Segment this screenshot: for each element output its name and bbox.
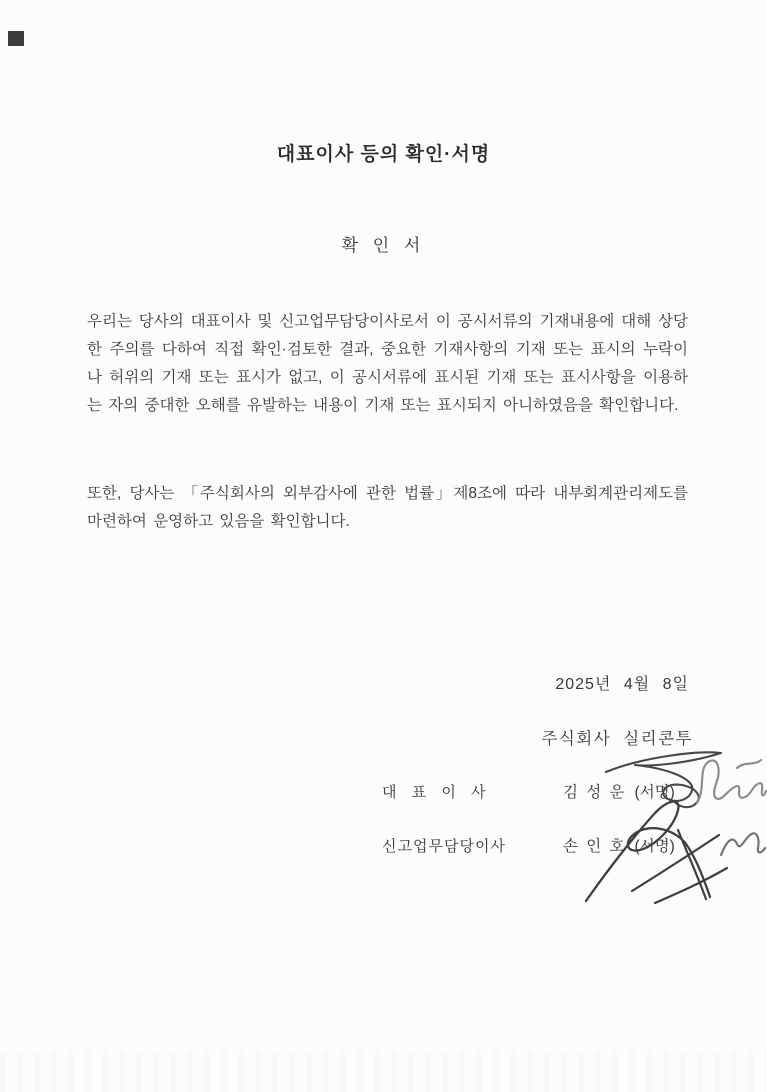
handwritten-signatures [540,738,767,910]
confirmation-heading: 확 인 서 [341,236,426,255]
signer-role-reporting-officer: 신고업무담당이사 [382,838,506,855]
signer-name-ceo: 김 성 운 [563,784,625,801]
signature-placeholder-ceo: (서명) [634,784,675,801]
confirmation-paragraph-1: 우리는 당사의 대표이사 및 신고업무담당이사로서 이 공시서류의 기재내용에 대해 상당한 주의를 다하여 직접 확인·검토한 결과, 중요한 기재사항의 기재 또는 표시의 누락이나 허위의 기재 또는 표시가 없고, 이 공시서류에 표시된 기재 또는 표시사항을 이용하는 자의 중대한 오해를 유발하는 내용이 기재 또는 표시되지 아니하였음을 확인합니다. [87,313,688,414]
scan-corner-mark [8,31,24,46]
signer-role-ceo: 대 표 이 사 [382,784,487,801]
document-title: 대표이사 등의 확인·서명 [276,144,491,165]
signature-placeholder-reporting-officer: (서명) [634,838,675,855]
document-date: 2025년 4월 8일 [555,676,689,693]
signer-row-ceo [382,780,712,802]
company-name: 주식회사 실리콘투 [541,730,693,748]
signer-name-reporting-officer: 손 인 호 [563,838,625,855]
signer-row-reporting-officer [382,834,712,856]
confirmation-paragraph-2: 또한, 당사는 「주식회사의 외부감사에 관한 법률」제8조에 따라 내부회계관리제도를 마련하여 운영하고 있음을 확인합니다. [87,485,688,530]
